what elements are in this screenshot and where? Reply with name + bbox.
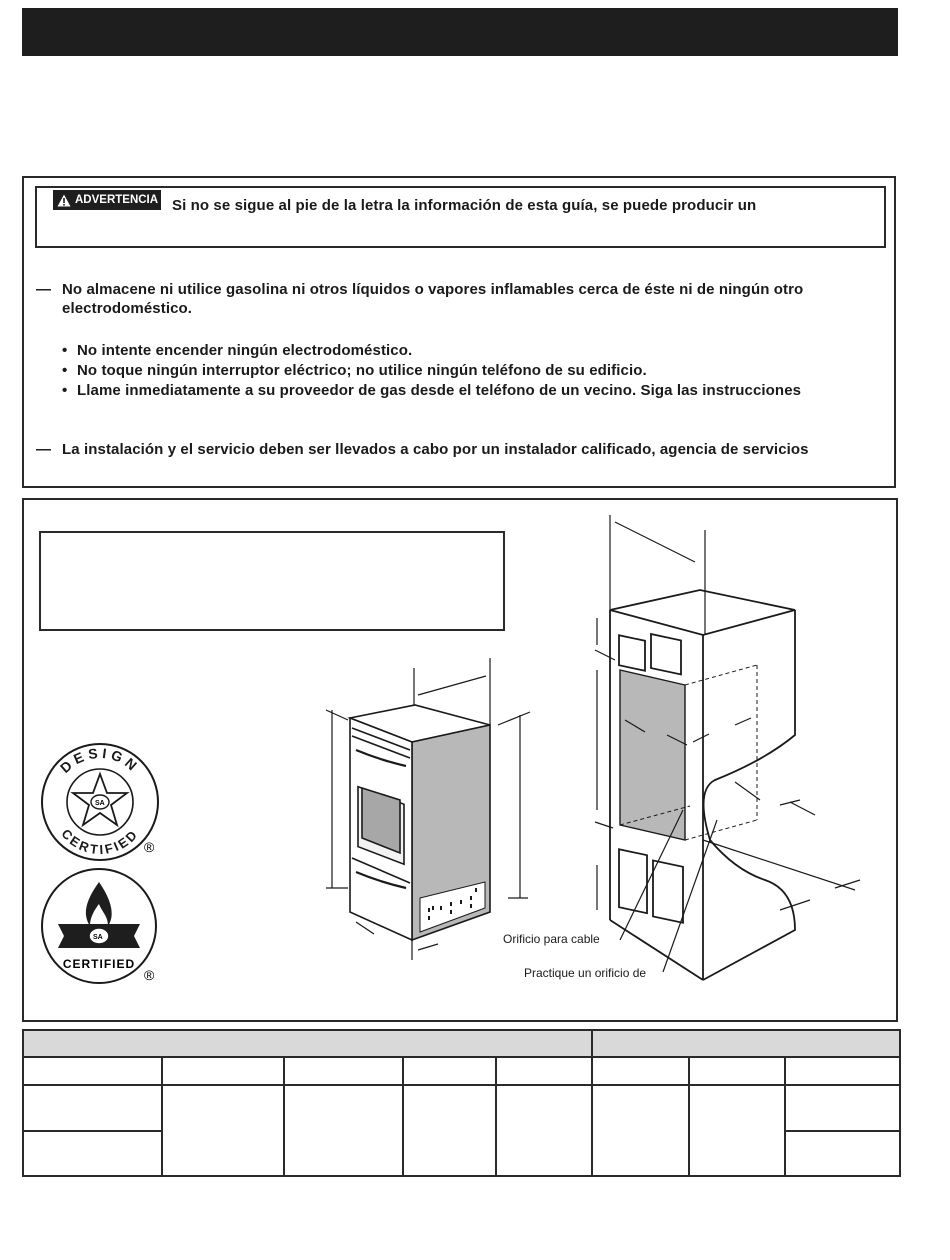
table-header-cell	[403, 1057, 496, 1085]
warning-item-1: No almacene ni utilice gasolina ni otros líquidos o vapores inflamables cerca de éste ni de ningún otro	[62, 281, 804, 298]
label-cable-hole: Orificio para cable	[503, 932, 600, 946]
warning-dash-1: —	[36, 281, 52, 298]
table-header-cell	[496, 1057, 592, 1085]
warning-badge	[53, 190, 161, 210]
warning-item-1-cont: electrodoméstico.	[62, 300, 193, 317]
dimensions-table	[22, 1029, 899, 1177]
label-drill-hole: Practique un orificio de	[524, 966, 647, 980]
warning-item-2: La instalación y el servicio deben ser llevados a cabo por un instalador calificado, agencia de servicios	[62, 441, 809, 458]
svg-text:DESIGN	[57, 745, 143, 776]
logo-reg-mark: ®	[144, 839, 155, 855]
bullet-mark: •	[62, 382, 68, 399]
warning-dash-2: —	[36, 441, 52, 458]
table-cell	[689, 1085, 785, 1176]
logo-certified-label: CERTIFIED	[62, 957, 136, 971]
bullet-mark: •	[62, 342, 68, 359]
table-cell	[23, 1131, 162, 1176]
bullet-mark: •	[62, 362, 68, 379]
table-header-cell	[162, 1057, 284, 1085]
header-bar	[22, 8, 898, 56]
table-header-cell	[689, 1057, 785, 1085]
logo-mark-text: SA	[95, 800, 105, 807]
table-cell	[162, 1085, 284, 1176]
warning-lead-text: Si no se sigue al pie de la letra la información de esta guía, se puede producir un	[172, 197, 757, 214]
warning-badge-label: ADVERTENCIA	[75, 194, 159, 206]
table-cell	[592, 1085, 689, 1176]
table-cell	[23, 1085, 162, 1131]
table-cell	[785, 1085, 900, 1131]
bullet-item: No intente encender ningún electrodoméstico.	[77, 342, 413, 359]
table-cell	[496, 1085, 592, 1176]
table-header-cell	[785, 1057, 900, 1085]
warning-triangle-icon	[57, 194, 71, 207]
table-cell	[284, 1085, 403, 1176]
oven-illustration	[320, 650, 540, 970]
table-cell	[403, 1085, 496, 1176]
table-group-header	[23, 1030, 592, 1057]
bullet-item: Llame inmediatamente a su proveedor de gas desde el teléfono de un vecino. Siga las instrucciones	[77, 382, 802, 399]
cabinet-illustration	[585, 510, 885, 990]
certified-logo	[38, 868, 166, 988]
table-group-header	[592, 1030, 900, 1057]
bullet-item: No toque ningún interruptor eléctrico; no utilice ningún teléfono de su edificio.	[77, 362, 647, 379]
design-certified-logo	[38, 740, 166, 862]
table-cell	[785, 1131, 900, 1176]
logo-certified-text: CERTIFIED	[58, 825, 142, 858]
logo-reg-mark: ®	[144, 967, 155, 983]
table-header-cell	[284, 1057, 403, 1085]
note-box	[39, 531, 505, 631]
logo-design-text: DESIGN	[56, 744, 144, 776]
table-header-cell	[23, 1057, 162, 1085]
logo-mark-text: SA	[93, 934, 103, 941]
table-header-cell	[592, 1057, 689, 1085]
